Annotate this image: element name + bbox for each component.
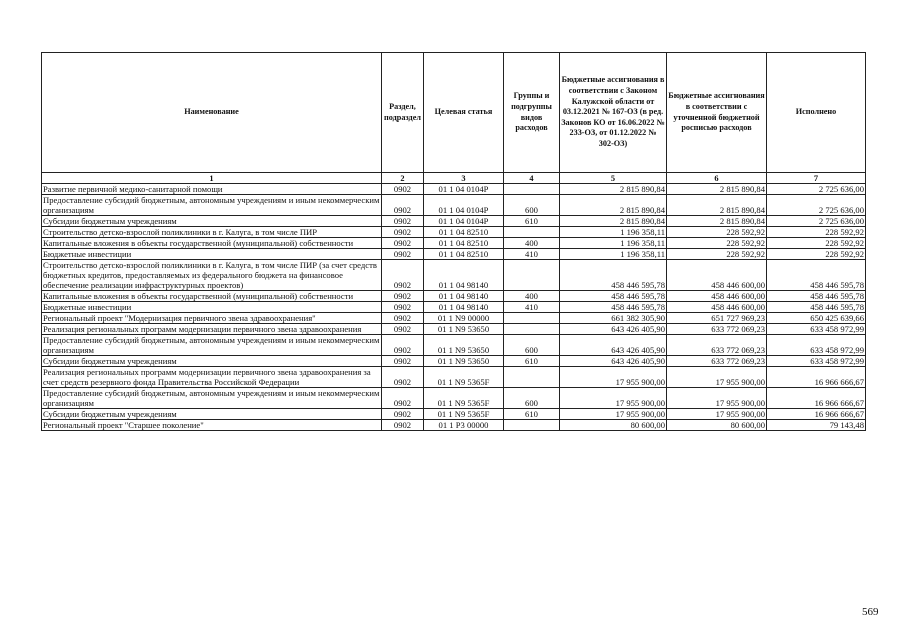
cell-executed: 2 725 636,00 [767,195,866,216]
cell-section: 0902 [382,324,424,335]
cell-group: 410 [504,302,560,313]
cell-name: Реализация региональных программ модернизации первичного звена здравоохранения за счет средств резервного фонда Правительства Российской Федерации [42,367,382,388]
table-row [42,238,866,249]
header-col5: Бюджетные ассигнования в соответствии с Законом Калужской области от 03.12.2021 № 167-ОЗ (в ред. Законов КО от 16.06.2022 № 233-ОЗ, от 01.12.2022 № 302-ОЗ) [560,53,667,173]
cell-article: 01 1 04 0104Р [424,184,504,195]
cell-budget-law: 1 196 358,11 [560,227,667,238]
table-row [42,313,866,324]
cell-budget-schedule: 633 772 069,23 [667,335,767,356]
table-row [42,195,866,216]
col-number: 3 [424,173,504,184]
cell-budget-schedule: 17 955 900,00 [667,388,767,409]
cell-budget-schedule: 228 592,92 [667,238,767,249]
cell-name: Строительство детско-взрослой поликлиники в г. Калуга, в том числе ПИР (за счет средств бюджетных кредитов, предоставляемых из федерального бюджета на финансовое обеспечение реализации инфраструктурных проектов) [42,260,382,291]
cell-budget-schedule: 458 446 600,00 [667,260,767,291]
cell-section: 0902 [382,260,424,291]
cell-budget-law: 643 426 405,90 [560,356,667,367]
cell-name: Субсидии бюджетным учреждениям [42,409,382,420]
cell-section: 0902 [382,216,424,227]
cell-budget-law: 1 196 358,11 [560,249,667,260]
table-row [42,302,866,313]
table-row [42,409,866,420]
cell-article: 01 1 04 82510 [424,249,504,260]
cell-name: Реализация региональных программ модернизации первичного звена здравоохранения [42,324,382,335]
cell-group: 410 [504,249,560,260]
cell-article: 01 1 N9 00000 [424,313,504,324]
cell-budget-law: 458 446 595,78 [560,302,667,313]
cell-executed: 16 966 666,67 [767,367,866,388]
cell-budget-schedule: 2 815 890,84 [667,195,767,216]
cell-name: Бюджетные инвестиции [42,249,382,260]
cell-name: Развитие первичной медико-санитарной помощи [42,184,382,195]
cell-budget-schedule: 17 955 900,00 [667,367,767,388]
col-number: 4 [504,173,560,184]
cell-article: 01 1 04 98140 [424,291,504,302]
cell-section: 0902 [382,335,424,356]
cell-article: 01 1 04 82510 [424,227,504,238]
cell-executed: 228 592,92 [767,227,866,238]
cell-budget-schedule: 228 592,92 [667,227,767,238]
cell-article: 01 1 N9 5365F [424,409,504,420]
cell-executed: 2 725 636,00 [767,184,866,195]
cell-group: 400 [504,238,560,249]
cell-group: 600 [504,335,560,356]
cell-name: Региональный проект "Модернизация первичного звена здравоохранения" [42,313,382,324]
cell-group [504,227,560,238]
cell-budget-schedule: 633 772 069,23 [667,356,767,367]
cell-name: Предоставление субсидий бюджетным, автономным учреждениям и иным некоммерческим организациям [42,195,382,216]
col-number: 2 [382,173,424,184]
cell-executed: 16 966 666,67 [767,388,866,409]
cell-budget-schedule: 651 727 969,23 [667,313,767,324]
budget-table [41,52,866,431]
cell-executed: 2 725 636,00 [767,216,866,227]
cell-executed: 458 446 595,78 [767,291,866,302]
cell-budget-law: 2 815 890,84 [560,216,667,227]
cell-executed: 650 425 639,66 [767,313,866,324]
cell-budget-law: 458 446 595,78 [560,260,667,291]
header-section: Раздел, подраздел [382,53,424,173]
cell-section: 0902 [382,367,424,388]
cell-budget-law: 1 196 358,11 [560,238,667,249]
cell-budget-schedule: 2 815 890,84 [667,216,767,227]
header-col7: Исполнено [767,53,866,173]
cell-article: 01 1 04 98140 [424,260,504,291]
cell-group: 610 [504,216,560,227]
cell-executed: 458 446 595,78 [767,260,866,291]
cell-group: 610 [504,356,560,367]
cell-article: 01 1 N9 53650 [424,335,504,356]
cell-budget-law: 458 446 595,78 [560,291,667,302]
header-col6: Бюджетные ассигнования в соответствии с уточненной бюджетной росписью расходов [667,53,767,173]
cell-group [504,420,560,431]
cell-article: 01 1 N9 5365F [424,388,504,409]
cell-budget-law: 2 815 890,84 [560,184,667,195]
cell-group [504,313,560,324]
table-row [42,260,866,291]
cell-budget-law: 80 600,00 [560,420,667,431]
cell-article: 01 1 N9 53650 [424,324,504,335]
cell-section: 0902 [382,227,424,238]
cell-name: Предоставление субсидий бюджетным, автономным учреждениям и иным некоммерческим организациям [42,388,382,409]
cell-name: Капитальные вложения в объекты государственной (муниципальной) собственности [42,238,382,249]
cell-section: 0902 [382,388,424,409]
cell-budget-schedule: 80 600,00 [667,420,767,431]
cell-executed: 228 592,92 [767,238,866,249]
table-body [42,184,866,431]
cell-name: Субсидии бюджетным учреждениям [42,356,382,367]
cell-budget-schedule: 633 772 069,23 [667,324,767,335]
cell-name: Бюджетные инвестиции [42,302,382,313]
table-row [42,227,866,238]
cell-section: 0902 [382,302,424,313]
col-number: 1 [42,173,382,184]
cell-budget-schedule: 228 592,92 [667,249,767,260]
cell-group: 610 [504,409,560,420]
cell-group [504,367,560,388]
cell-budget-schedule: 458 446 600,00 [667,302,767,313]
table-row [42,335,866,356]
cell-section: 0902 [382,409,424,420]
cell-group [504,184,560,195]
table-row [42,249,866,260]
cell-article: 01 1 04 0104Р [424,195,504,216]
cell-section: 0902 [382,238,424,249]
cell-name: Субсидии бюджетным учреждениям [42,216,382,227]
cell-budget-law: 17 955 900,00 [560,367,667,388]
cell-executed: 458 446 595,78 [767,302,866,313]
cell-executed: 79 143,48 [767,420,866,431]
cell-executed: 633 458 972,99 [767,324,866,335]
header-groups: Группы и подгруппы видов расходов [504,53,560,173]
table-row [42,324,866,335]
column-number-row [42,173,866,184]
table-row [42,420,866,431]
cell-article: 01 1 04 0104Р [424,216,504,227]
cell-executed: 228 592,92 [767,249,866,260]
col-number: 5 [560,173,667,184]
cell-section: 0902 [382,356,424,367]
cell-budget-schedule: 458 446 600,00 [667,291,767,302]
cell-article: 01 1 N9 53650 [424,356,504,367]
cell-group [504,260,560,291]
cell-budget-schedule: 2 815 890,84 [667,184,767,195]
cell-group: 400 [504,291,560,302]
cell-article: 01 1 04 98140 [424,302,504,313]
cell-budget-law: 17 955 900,00 [560,409,667,420]
cell-section: 0902 [382,420,424,431]
page-number: 569 [862,606,879,618]
cell-budget-law: 17 955 900,00 [560,388,667,409]
cell-executed: 633 458 972,99 [767,356,866,367]
cell-section: 0902 [382,249,424,260]
header-name: Наименование [42,53,382,173]
table-row [42,184,866,195]
col-number: 7 [767,173,866,184]
cell-name: Предоставление субсидий бюджетным, автономным учреждениям и иным некоммерческим организациям [42,335,382,356]
cell-budget-law: 2 815 890,84 [560,195,667,216]
cell-section: 0902 [382,291,424,302]
table-row [42,367,866,388]
table-row [42,388,866,409]
table-row [42,216,866,227]
cell-name: Капитальные вложения в объекты государственной (муниципальной) собственности [42,291,382,302]
cell-section: 0902 [382,184,424,195]
table-row [42,291,866,302]
cell-budget-law: 661 382 305,90 [560,313,667,324]
cell-executed: 16 966 666,67 [767,409,866,420]
cell-article: 01 1 P3 00000 [424,420,504,431]
cell-group: 600 [504,388,560,409]
cell-budget-law: 643 426 405,90 [560,335,667,356]
table-row [42,356,866,367]
cell-name: Строительство детско-взрослой поликлиники в г. Калуга, в том числе ПИР [42,227,382,238]
cell-article: 01 1 04 82510 [424,238,504,249]
cell-group [504,324,560,335]
cell-article: 01 1 N9 5365F [424,367,504,388]
cell-name: Региональный проект "Старшее поколение" [42,420,382,431]
cell-budget-schedule: 17 955 900,00 [667,409,767,420]
header-row [42,53,866,173]
cell-budget-law: 643 426 405,90 [560,324,667,335]
cell-group: 600 [504,195,560,216]
cell-section: 0902 [382,313,424,324]
cell-executed: 633 458 972,99 [767,335,866,356]
col-number: 6 [667,173,767,184]
cell-section: 0902 [382,195,424,216]
header-article: Целевая статья [424,53,504,173]
